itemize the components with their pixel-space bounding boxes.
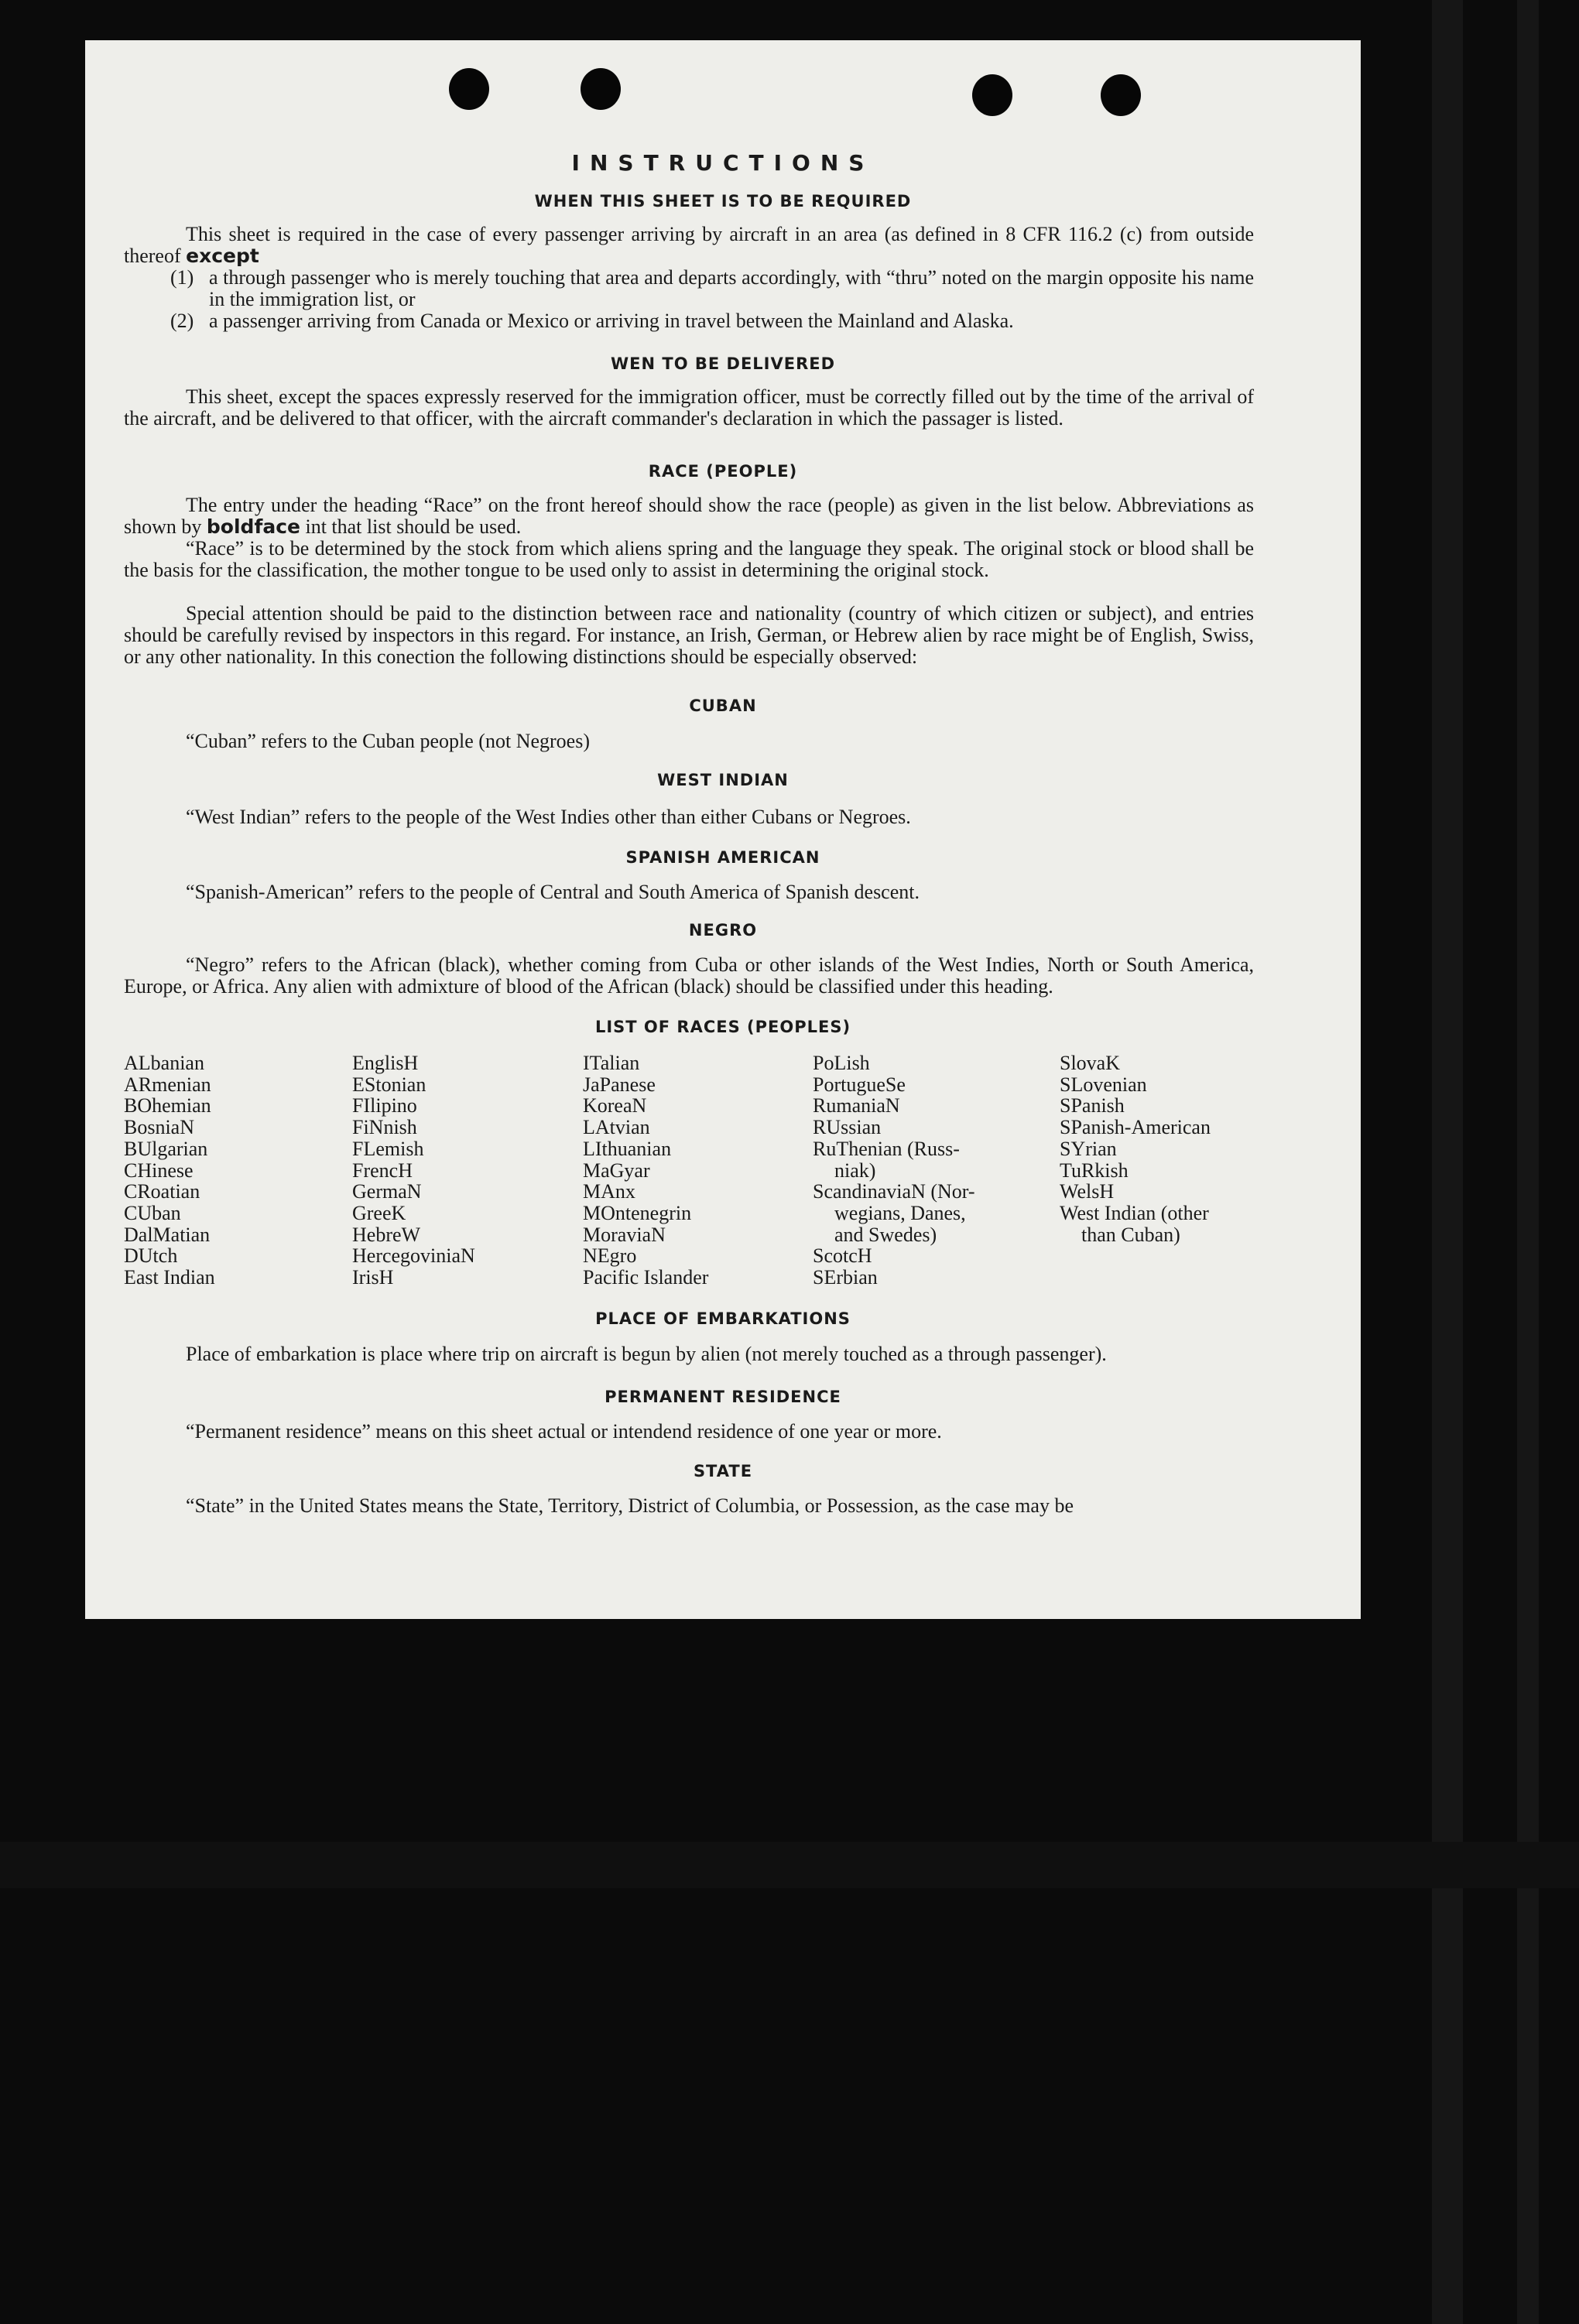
delivered-text: This sheet, except the spaces expressly reserved for the immigration officer, must be correctly filled out by the time of the arrival of the aircraft, and be delivered to that officer, with the aircraft commander's declaration in which the passager is listed.	[124, 385, 1254, 430]
race-list-item: BUlgarian	[124, 1137, 208, 1160]
race-list-item: MAnx	[583, 1180, 635, 1203]
race-list-item: Pacific Islander	[583, 1266, 709, 1289]
race-list-item: and Swedes)	[834, 1223, 937, 1246]
race-list-item: than Cuban)	[1081, 1223, 1180, 1246]
race-list-column-2	[352, 1052, 475, 1289]
race-list-item: FrencH	[352, 1159, 413, 1182]
negro-definition: “Negro” refers to the African (black), whether coming from Cuba or other islands of the West Indies, North or South America, Europe, or Africa. Any alien with admixture of blood of the African (black) should be classified under this heading.	[124, 953, 1254, 998]
section-heading-embarkation: PLACE OF EMBARKATIONS	[595, 1309, 851, 1328]
race-list-item: wegians, Danes,	[834, 1201, 966, 1224]
race-list-item: HebreW	[352, 1223, 421, 1246]
race-list-item: CUban	[124, 1201, 181, 1224]
race-list-item: ARmenian	[124, 1073, 211, 1096]
race-list-item: SErbian	[813, 1266, 878, 1289]
race-list-item: JaPanese	[583, 1073, 656, 1096]
race-list-column-1	[124, 1052, 215, 1289]
scan-streak	[0, 1842, 1579, 1888]
section-heading-residence: PERMANENT RESIDENCE	[605, 1388, 841, 1406]
race-list-item: EnglisH	[352, 1052, 419, 1074]
race-list-item: BOhemian	[124, 1094, 211, 1118]
section-heading-cuban: CUBAN	[689, 697, 757, 715]
required-exception-1: (1) a through passenger who is merely touching that area and departs accordingly, with “thru” noted on the margin opposite his name in the immigration list, or	[170, 266, 1254, 310]
race-list-item: SYrian	[1060, 1137, 1117, 1160]
page-title: INSTRUCTIONS	[571, 150, 875, 176]
race-list-item: SPanish	[1060, 1094, 1125, 1118]
race-list-item: niak)	[834, 1159, 876, 1182]
race-list-item: LIthuanian	[583, 1137, 672, 1160]
punch-hole-icon	[972, 74, 1012, 116]
section-heading-state: STATE	[693, 1462, 753, 1480]
race-list-item: ScotcH	[813, 1244, 872, 1268]
race-list-item: GermaN	[352, 1180, 422, 1203]
race-paragraph-emphasis: boldface	[206, 515, 300, 538]
race-list-item: PortugueSe	[813, 1073, 906, 1096]
residence-definition: “Permanent residence” means on this sheet actual or intendend residence of one year or more.	[186, 1420, 942, 1443]
embarkation-text: Place of embarkation is place where trip on aircraft is begun by alien (not merely touched as a through passenger).	[186, 1343, 1107, 1365]
race-list-item: KoreaN	[583, 1094, 647, 1118]
race-list-item: MoraviaN	[583, 1223, 666, 1246]
required-intro: This sheet is required in the case of every passenger arriving by aircraft in an area (as defined in 8 CFR 116.2 (c) from outside thereof except	[124, 223, 1254, 267]
race-list-item: ALbanian	[124, 1052, 204, 1074]
required-exception-2: (2) a passenger arriving from Canada or Mexico or arriving in travel between the Mainland and Alaska.	[170, 310, 1014, 332]
race-list-column-3	[583, 1052, 708, 1289]
race-list-item: RUssian	[813, 1116, 882, 1139]
race-list-item: LAtvian	[583, 1116, 650, 1139]
race-list-item: East Indian	[124, 1266, 215, 1289]
race-list-item: DUtch	[124, 1244, 178, 1268]
section-heading-race: RACE (PEOPLE)	[648, 462, 798, 481]
race-list-item: BosniaN	[124, 1116, 194, 1139]
document-sheet	[85, 40, 1361, 1619]
race-list-item: SPanish-American	[1060, 1116, 1211, 1139]
race-list-item: CHinese	[124, 1159, 194, 1182]
race-list-item: PoLish	[813, 1052, 870, 1074]
required-intro-emphasis: except	[186, 245, 259, 267]
race-list-column-5	[1060, 1052, 1211, 1245]
race-paragraph-2: “Race” is to be determined by the stock from which aliens spring and the language they speak. The original stock or blood shall be the basis for the classification, the mother tongue to be used only to assist in determining the original stock.	[124, 537, 1254, 581]
state-definition: “State” in the United States means the State, Territory, District of Columbia, or Possession, as the case may be	[186, 1494, 1074, 1517]
race-list-item: SlovaK	[1060, 1052, 1120, 1074]
section-heading-required: WHEN THIS SHEET IS TO BE REQUIRED	[534, 192, 912, 210]
race-list-item: RuThenian (Russ-	[813, 1137, 960, 1160]
race-list-item: MOntenegrin	[583, 1201, 692, 1224]
race-list-item: MaGyar	[583, 1159, 650, 1182]
race-list-item: RumaniaN	[813, 1094, 900, 1118]
race-list-item: ScandinaviaN (Nor-	[813, 1180, 975, 1203]
race-list-item: ITalian	[583, 1052, 640, 1074]
race-list-item: FLemish	[352, 1137, 424, 1160]
scan-streak	[1432, 0, 1463, 2324]
race-list-item: IrisH	[352, 1266, 394, 1289]
race-list-item: FIlipino	[352, 1094, 417, 1118]
race-list-item: TuRkish	[1060, 1159, 1129, 1182]
race-list-item: GreeK	[352, 1201, 406, 1224]
race-paragraph-3: Special attention should be paid to the distinction between race and nationality (country of which citizen or subject), and entries should be carefully revised by inspectors in this regard. For instance, an Irish, German, or Hebrew alien by race might be of English, Swiss, or any other nationality. In this conection the following distinctions should be especially observed:	[124, 602, 1254, 668]
section-heading-west-indian: WEST INDIAN	[657, 771, 789, 789]
section-heading-delivered: WEN TO BE DELIVERED	[610, 354, 836, 373]
race-list-item: NEgro	[583, 1244, 637, 1268]
race-list-item: WelsH	[1060, 1180, 1115, 1203]
section-heading-negro: NEGRO	[688, 921, 758, 940]
cuban-definition: “Cuban” refers to the Cuban people (not Negroes)	[186, 730, 590, 752]
race-list-item: West Indian (other	[1060, 1201, 1209, 1224]
race-list-item: FiNnish	[352, 1116, 417, 1139]
race-list-item: DalMatian	[124, 1223, 211, 1246]
race-list-item: SLovenian	[1060, 1073, 1147, 1096]
spanish-american-definition: “Spanish-American” refers to the people of Central and South America of Spanish descent.	[186, 881, 920, 903]
section-heading-spanish-american: SPANISH AMERICAN	[625, 848, 820, 867]
race-list-item: EStonian	[352, 1073, 426, 1096]
punch-hole-icon	[581, 68, 621, 110]
section-heading-list-of-races: LIST OF RACES (PEOPLES)	[594, 1018, 851, 1036]
race-paragraph-1: The entry under the heading “Race” on the front hereof should show the race (people) as given in the list below. Abbreviations as shown by boldface int that list should be used.	[124, 494, 1254, 538]
race-list-item: HercegoviniaN	[352, 1244, 475, 1268]
punch-hole-icon	[1101, 74, 1141, 116]
punch-hole-icon	[449, 68, 489, 110]
race-list-column-4	[813, 1052, 975, 1289]
race-list-item: CRoatian	[124, 1180, 200, 1203]
scan-streak	[1517, 0, 1539, 2324]
west-indian-definition: “West Indian” refers to the people of the West Indies other than either Cubans or Negroes.	[186, 806, 911, 828]
